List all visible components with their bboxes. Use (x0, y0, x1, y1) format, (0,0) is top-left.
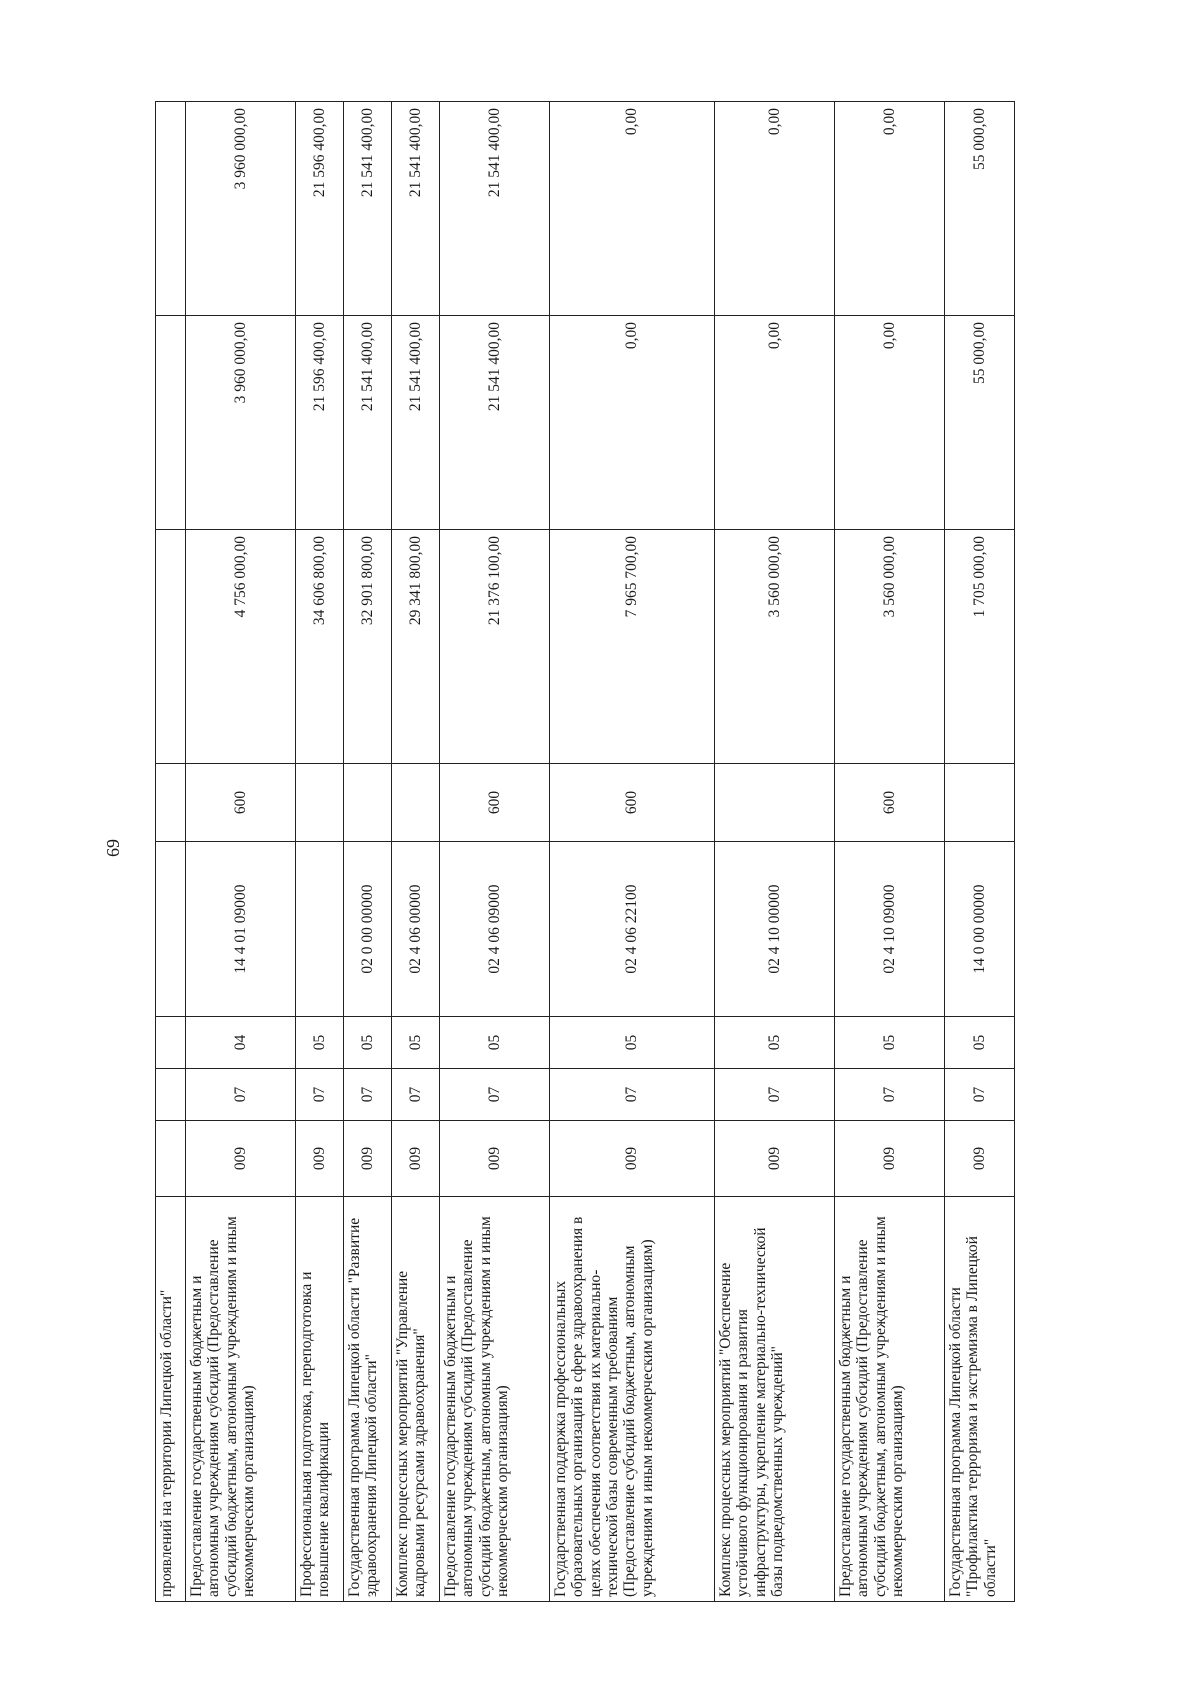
row-name: Государственная поддержка профессиональных образовательных организаций в сфере здравоохранения в целях обеспечения соответствия их материально-технической базы современным требованиям (Предоставление субсидий бюджетным, автономным учреждениям и иным некоммерческим организациям) (550, 1197, 715, 1602)
sum1-cell: 3 560 000,00 (715, 530, 835, 764)
vr-cell (715, 764, 835, 842)
table-row (440, 102, 550, 1602)
sum2-cell: 0,00 (715, 316, 835, 530)
ved-cell: 009 (392, 1121, 440, 1197)
vr-cell (344, 764, 392, 842)
row-name: Государственная программа Липецкой области "Профилактика терроризма и экстремизма в Липецкой области" (945, 1197, 1015, 1602)
rz-cell: 07 (440, 1069, 550, 1121)
document-page (95, 68, 1105, 1628)
rz-cell: 07 (715, 1069, 835, 1121)
rz-cell: 07 (296, 1069, 344, 1121)
sum3-cell: 21 541 400,00 (392, 102, 440, 316)
table-row (945, 102, 1015, 1602)
ved-cell: 009 (945, 1121, 1015, 1197)
table-row (344, 102, 392, 1602)
rz-cell: 07 (344, 1069, 392, 1121)
row-name: Комплекс процессных мероприятий "Обеспечение устойчивого функционирования и развития инфраструктуры, укрепление материально-технической базы подведомственных учреждений" (715, 1197, 835, 1602)
pr-cell: 05 (392, 1017, 440, 1069)
ved-cell (156, 1121, 186, 1197)
ved-cell: 009 (344, 1121, 392, 1197)
rz-cell: 07 (945, 1069, 1015, 1121)
pr-cell (156, 1017, 186, 1069)
sum2-cell: 21 541 400,00 (392, 316, 440, 530)
csr-cell: 02 4 10 00000 (715, 842, 835, 1017)
sum2-cell: 55 000,00 (945, 316, 1015, 530)
table-row (550, 102, 715, 1602)
sum1-cell: 4 756 000,00 (186, 530, 296, 764)
vr-cell (392, 764, 440, 842)
sum3-cell: 55 000,00 (945, 102, 1015, 316)
row-name: Профессиональная подготовка, переподготовка и повышение квалификации (296, 1197, 344, 1602)
csr-cell (296, 842, 344, 1017)
budget-table (155, 101, 1015, 1602)
row-name: Предоставление государственным бюджетным и автономным учреждениям субсидий (Предоставление субсидий бюджетным, автономным учреждениям и иным некоммерческим организациям) (186, 1197, 296, 1602)
ved-cell: 009 (296, 1121, 344, 1197)
table-row (715, 102, 835, 1602)
vr-cell (156, 764, 186, 842)
csr-cell: 14 4 01 09000 (186, 842, 296, 1017)
sum2-cell: 21 596 400,00 (296, 316, 344, 530)
sum2-cell (156, 316, 186, 530)
sum3-cell: 3 960 000,00 (186, 102, 296, 316)
page-number: 69 (103, 839, 123, 857)
row-name: Государственная программа Липецкой области "Развитие здравоохранения Липецкой области" (344, 1197, 392, 1602)
vr-cell (296, 764, 344, 842)
rz-cell: 07 (550, 1069, 715, 1121)
pr-cell: 05 (550, 1017, 715, 1069)
sum2-cell: 21 541 400,00 (440, 316, 550, 530)
table-row (156, 102, 186, 1602)
csr-cell: 14 0 00 00000 (945, 842, 1015, 1017)
pr-cell: 05 (296, 1017, 344, 1069)
vr-cell: 600 (186, 764, 296, 842)
ved-cell: 009 (715, 1121, 835, 1197)
vr-cell: 600 (440, 764, 550, 842)
row-name: Предоставление государственным бюджетным и автономным учреждениям субсидий (Предоставление субсидий бюджетным, автономным учреждениям и иным некоммерческим организациям) (440, 1197, 550, 1602)
ved-cell: 009 (186, 1121, 296, 1197)
csr-cell: 02 4 10 09000 (835, 842, 945, 1017)
sum2-cell: 0,00 (550, 316, 715, 530)
ved-cell: 009 (440, 1121, 550, 1197)
pr-cell: 04 (186, 1017, 296, 1069)
sum3-cell: 0,00 (715, 102, 835, 316)
row-name: проявлений на территории Липецкой области" (156, 1197, 186, 1602)
csr-cell: 02 4 06 22100 (550, 842, 715, 1017)
table-row (186, 102, 296, 1602)
table-row (392, 102, 440, 1602)
pr-cell: 05 (440, 1017, 550, 1069)
rz-cell (156, 1069, 186, 1121)
sum1-cell: 1 705 000,00 (945, 530, 1015, 764)
rz-cell: 07 (835, 1069, 945, 1121)
sum2-cell: 3 960 000,00 (186, 316, 296, 530)
sum1-cell: 21 376 100,00 (440, 530, 550, 764)
pr-cell: 05 (344, 1017, 392, 1069)
sum1-cell (156, 530, 186, 764)
sum3-cell: 21 541 400,00 (440, 102, 550, 316)
pr-cell: 05 (835, 1017, 945, 1069)
pr-cell: 05 (945, 1017, 1015, 1069)
vr-cell: 600 (835, 764, 945, 842)
sum1-cell: 7 965 700,00 (550, 530, 715, 764)
pr-cell: 05 (715, 1017, 835, 1069)
csr-cell: 02 0 00 00000 (344, 842, 392, 1017)
sum1-cell: 34 606 800,00 (296, 530, 344, 764)
table-row (835, 102, 945, 1602)
sum2-cell: 0,00 (835, 316, 945, 530)
sum1-cell: 32 901 800,00 (344, 530, 392, 764)
row-name: Комплекс процессных мероприятий "Управление кадровыми ресурсами здравоохранения" (392, 1197, 440, 1602)
sum1-cell: 3 560 000,00 (835, 530, 945, 764)
rz-cell: 07 (186, 1069, 296, 1121)
ved-cell: 009 (550, 1121, 715, 1197)
sum3-cell (156, 102, 186, 316)
vr-cell (945, 764, 1015, 842)
csr-cell (156, 842, 186, 1017)
table-row (296, 102, 344, 1602)
rz-cell: 07 (392, 1069, 440, 1121)
sum1-cell: 29 341 800,00 (392, 530, 440, 764)
sum3-cell: 21 596 400,00 (296, 102, 344, 316)
row-name: Предоставление государственным бюджетным и автономным учреждениям субсидий (Предоставление субсидий бюджетным, автономным учреждениям и иным некоммерческим организациям) (835, 1197, 945, 1602)
ved-cell: 009 (835, 1121, 945, 1197)
sum3-cell: 0,00 (550, 102, 715, 316)
csr-cell: 02 4 06 00000 (392, 842, 440, 1017)
sum3-cell: 21 541 400,00 (344, 102, 392, 316)
csr-cell: 02 4 06 09000 (440, 842, 550, 1017)
sum2-cell: 21 541 400,00 (344, 316, 392, 530)
sum3-cell: 0,00 (835, 102, 945, 316)
vr-cell: 600 (550, 764, 715, 842)
